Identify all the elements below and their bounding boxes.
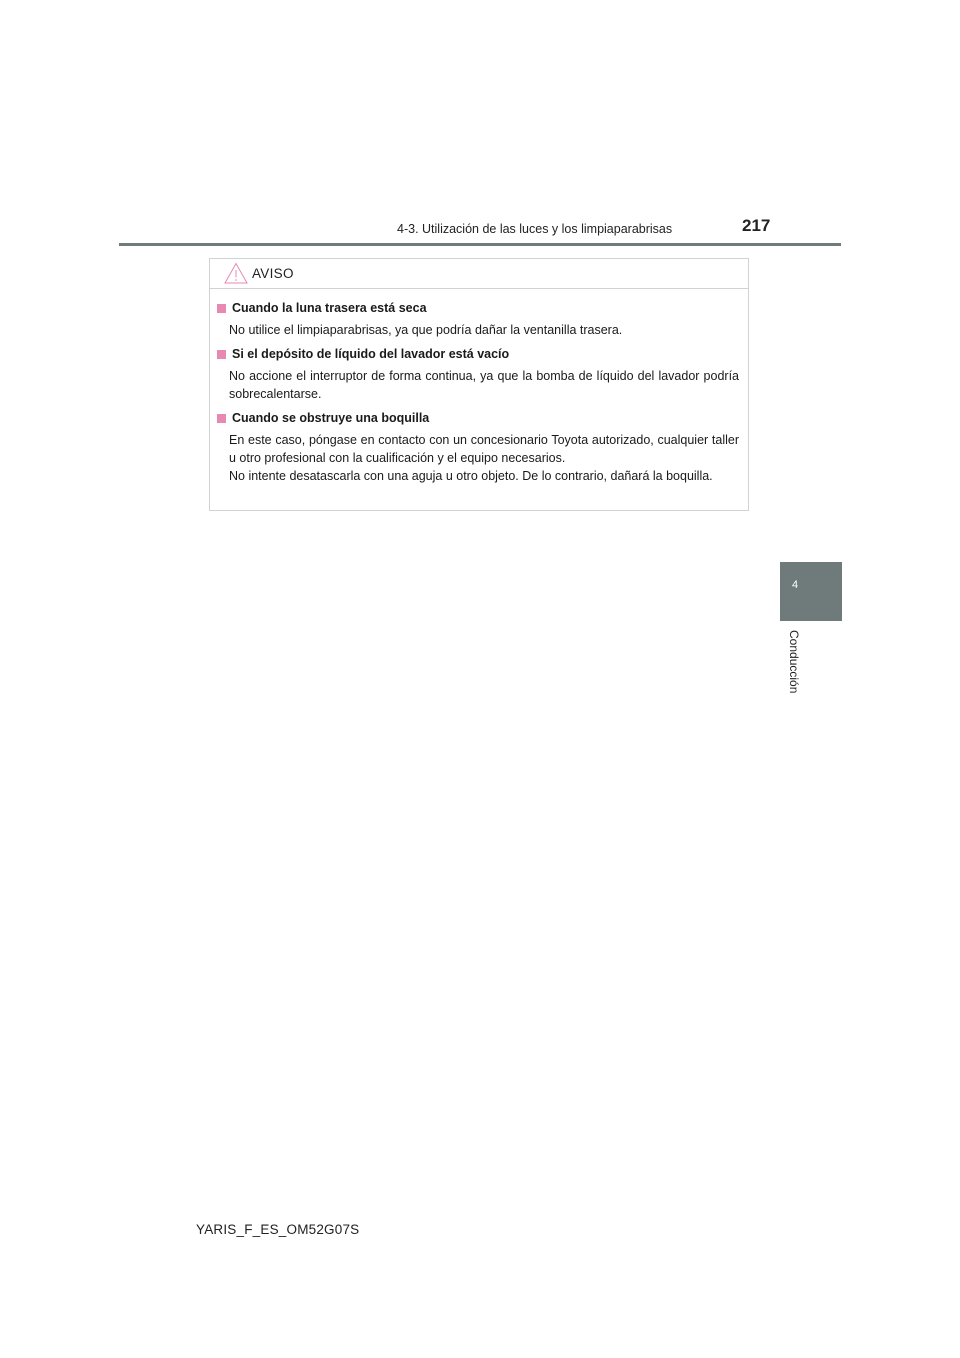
header-divider — [119, 243, 841, 246]
document-code: YARIS_F_ES_OM52G07S — [196, 1222, 360, 1237]
warning-body — [217, 300, 739, 492]
section-text — [229, 367, 739, 403]
paragraph: No intente desatascarla con una aguja u otro objeto. De lo contrario, dañará la boquilla. — [229, 469, 713, 483]
chapter-label: Conducción — [787, 630, 801, 694]
chapter-tab — [780, 562, 842, 621]
section-text — [229, 321, 739, 339]
section-heading-text: Cuando se obstruye una boquilla — [232, 411, 430, 425]
paragraph: No accione el interruptor de forma continua, ya que la bomba de líquido del lavador podría sobrecalentarse. — [229, 369, 739, 401]
warning-section-rear-window-dry — [217, 300, 739, 339]
paragraph: No utilice el limpiaparabrisas, ya que podría dañar la ventanilla trasera. — [229, 323, 623, 337]
square-bullet-icon — [217, 304, 226, 313]
warning-section-washer-empty — [217, 346, 739, 403]
section-heading — [217, 410, 739, 426]
section-text — [229, 431, 739, 485]
section-heading — [217, 346, 739, 362]
warning-title: AVISO — [252, 266, 294, 281]
page-number: 217 — [742, 216, 771, 235]
square-bullet-icon — [217, 350, 226, 359]
warning-section-nozzle-clogged — [217, 410, 739, 485]
warning-triangle-icon — [224, 262, 248, 284]
chapter-number: 4 — [791, 579, 799, 591]
section-heading-text: Cuando la luna trasera está seca — [232, 301, 427, 315]
paragraph: En este caso, póngase en contacto con un concesionario Toyota autorizado, cualquier taller u otro profesional con la cualificación y el equipo necesarios. — [229, 433, 739, 465]
warning-box — [209, 258, 749, 511]
section-title: 4-3. Utilización de las luces y los limpiaparabrisas — [397, 222, 673, 236]
square-bullet-icon — [217, 414, 226, 423]
section-heading — [217, 300, 739, 316]
section-heading-text: Si el depósito de líquido del lavador está vacío — [232, 347, 510, 361]
warning-header — [210, 259, 748, 289]
